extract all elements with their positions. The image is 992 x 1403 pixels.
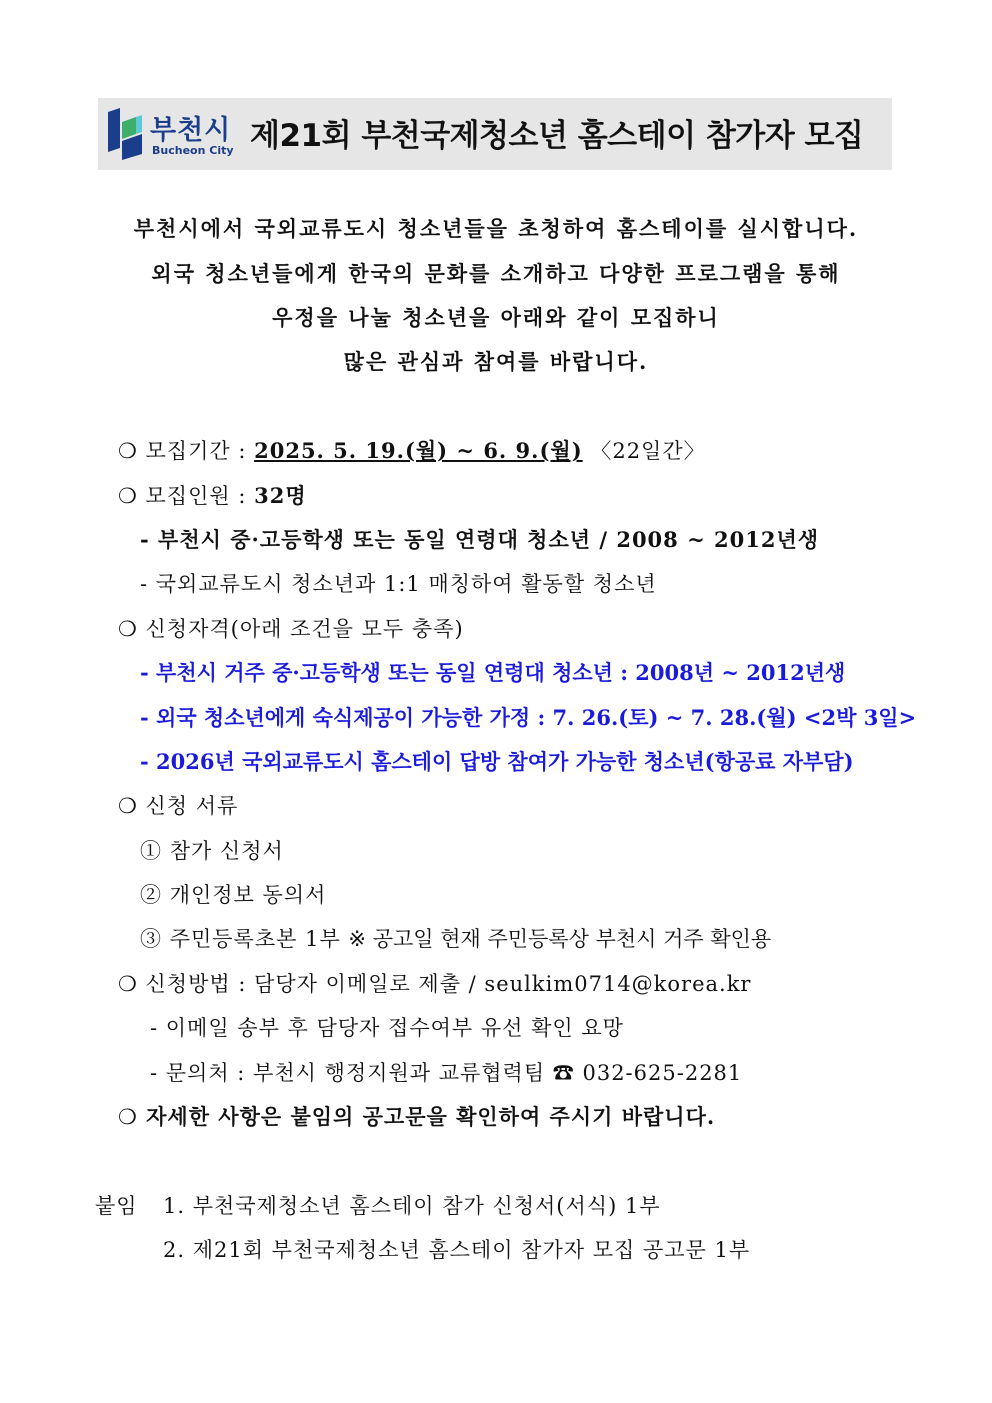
period-row (118, 435, 706, 465)
title-banner (98, 98, 892, 170)
period-label: 모집기간 : (145, 439, 247, 463)
recruit-detail-2: - 국외교류도시 청소년과 1:1 매칭하여 활동할 청소년 (140, 572, 657, 596)
bucheon-city-logo (106, 106, 236, 162)
period-days: 〈22일간〉 (590, 439, 706, 463)
recruit-row (118, 480, 307, 510)
circle-bullet-icon: ❍ (118, 617, 138, 641)
attachment-item-1: 1. 부천국제청소년 홈스테이 참가 신청서(서식) 1부 (163, 1194, 661, 1218)
apply-note-2: - 문의처 : 부천시 행정지원과 교류협력팀 ☎ 032-625-2281 (150, 1061, 743, 1085)
document-text: 개인정보 동의서 (169, 883, 327, 907)
closing-row (118, 1101, 715, 1131)
document-item-1 (140, 835, 284, 865)
qualification-item-3: - 2026년 국외교류도시 홈스테이 답방 참여가 가능한 청소년(항공료 자부담) (140, 749, 854, 774)
apply-label: 신청방법 : 담당자 이메일로 제출 / seulkim0714@korea.kr (145, 972, 752, 996)
attachments-label: 붙임 (95, 1194, 138, 1218)
circle-bullet-icon: ❍ (118, 1105, 138, 1129)
document-item-2 (140, 879, 326, 909)
document-number: ② (140, 883, 162, 907)
qualification-item-1: - 부천시 거주 중·고등학생 또는 동일 연령대 청소년 : 2008년 ~ 2012년생 (140, 660, 846, 685)
closing-text: 자세한 사항은 붙임의 공고문을 확인하여 주시기 바랍니다. (146, 1104, 716, 1129)
documents-label: 신청 서류 (145, 794, 239, 818)
document-text: 주민등록초본 1부 (169, 927, 341, 951)
circle-bullet-icon: ❍ (118, 972, 138, 996)
bucheon-logo-icon (106, 108, 144, 160)
circle-bullet-icon: ❍ (118, 439, 138, 463)
attachment-item-2: 2. 제21회 부천국제청소년 홈스테이 참가자 모집 공고문 1부 (163, 1238, 751, 1262)
document-item-3 (140, 923, 771, 953)
intro-line-1: 부천시에서 국외교류도시 청소년들을 초청하여 홈스테이를 실시합니다. (133, 216, 859, 241)
apply-note-1: - 이메일 송부 후 담당자 접수여부 유선 확인 요망 (150, 1016, 624, 1040)
apply-row (118, 968, 751, 998)
document-number: ① (140, 839, 162, 863)
intro-line-2: 외국 청소년들에게 한국의 문화를 소개하고 다양한 프로그램을 통해 (151, 261, 841, 286)
document-number: ③ (140, 927, 162, 951)
qualification-row (118, 613, 464, 643)
qualification-label: 신청자격(아래 조건을 모두 충족) (145, 617, 464, 641)
period-dates: 2025. 5. 19.(월) ~ 6. 9.(월) (254, 438, 583, 463)
page-title: 제21회 부천국제청소년 홈스테이 참가자 모집 (250, 118, 864, 154)
recruit-count: 32명 (254, 483, 307, 508)
recruit-label: 모집인원 : (145, 484, 247, 508)
circle-bullet-icon: ❍ (118, 484, 138, 508)
circle-bullet-icon: ❍ (118, 794, 138, 818)
intro-line-4: 많은 관심과 참여를 바랍니다. (343, 349, 649, 374)
qualification-item-2: - 외국 청소년에게 숙식제공이 가능한 가정 : 7. 26.(토) ~ 7. 28.(월) <2박 3일> (140, 705, 917, 730)
documents-row (118, 790, 238, 820)
document-note: ※ 공고일 현재 주민등록상 부천시 거주 확인용 (348, 927, 772, 951)
recruit-detail-1: - 부천시 중·고등학생 또는 동일 연령대 청소년 / 2008 ~ 2012년생 (140, 527, 820, 552)
logo-korean-text: 부천시 (150, 115, 232, 146)
logo-english-text: Bucheon City (152, 144, 234, 157)
document-text: 참가 신청서 (169, 839, 284, 863)
intro-line-3: 우정을 나눌 청소년을 아래와 같이 모집하니 (272, 305, 720, 330)
